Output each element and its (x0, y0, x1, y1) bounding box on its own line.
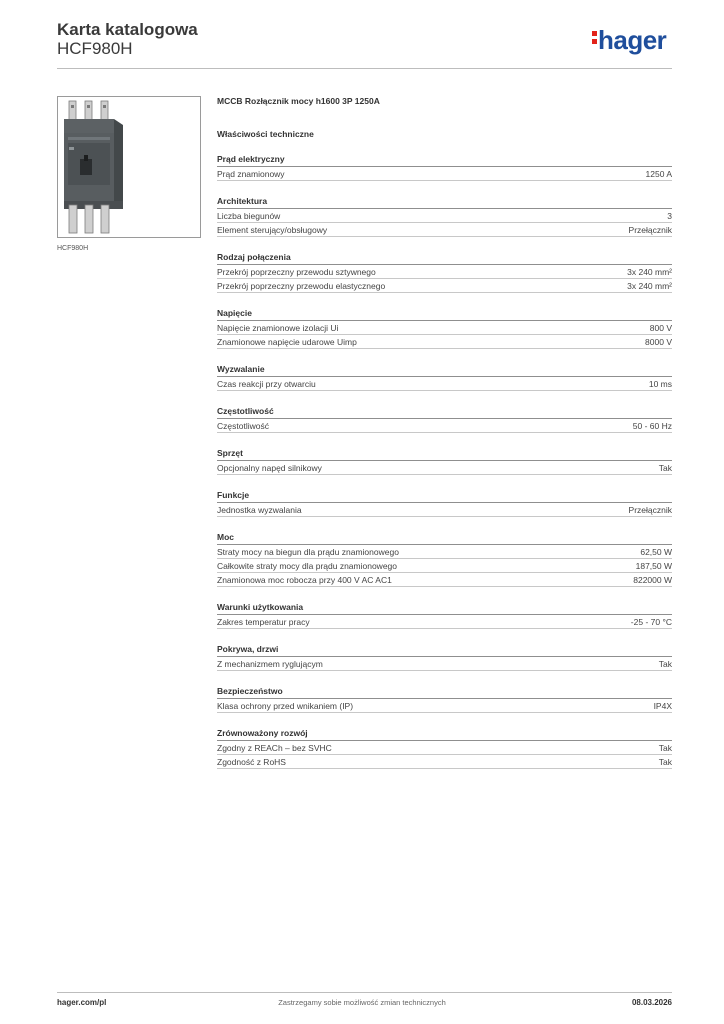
spec-label: Jednostka wyzwalania (217, 504, 302, 515)
spec-row (217, 279, 672, 293)
group-title: Funkcje (217, 490, 672, 503)
spec-label: Czas reakcji przy otwarciu (217, 378, 316, 389)
spec-label: Prąd znamionowy (217, 168, 285, 179)
group-title: Zrównoważony rozwój (217, 728, 672, 741)
spec-label: Klasa ochrony przed wnikaniem (IP) (217, 700, 354, 711)
footer-date: 08.03.2026 (631, 998, 672, 1007)
spec-value: 800 V (649, 322, 672, 333)
header-divider (57, 68, 672, 69)
spec-value: 10 ms (648, 378, 672, 389)
footer-divider (57, 992, 672, 993)
spec-value: 3 (667, 210, 672, 221)
spec-value: 822000 W (633, 574, 672, 585)
group-title: Napięcie (217, 308, 672, 321)
document-title: Karta katalogowa (57, 20, 198, 39)
product-image-caption: HCF980H (57, 245, 89, 252)
group-title: Warunki użytkowania (217, 602, 672, 615)
group-title: Prąd elektryczny (217, 154, 672, 167)
spec-label: Z mechanizmem ryglującym (217, 658, 323, 669)
spec-value: 3x 240 mm² (627, 280, 672, 291)
spec-row (217, 419, 672, 433)
spec-label: Straty mocy na biegun dla prądu znamionowego (217, 546, 399, 557)
spec-label: Zakres temperatur pracy (217, 616, 310, 627)
spec-value: 50 - 60 Hz (632, 420, 672, 431)
hager-logo[interactable] (592, 27, 666, 53)
spec-group-voltage (217, 308, 672, 349)
spec-row (217, 503, 672, 517)
spec-label: Liczba biegunów (217, 210, 281, 221)
group-title: Rodzaj połączenia (217, 252, 672, 265)
product-name: MCCB Rozłącznik mocy h1600 3P 1250A (217, 96, 380, 106)
spec-row (217, 167, 672, 181)
spec-group-operating-conditions (217, 602, 672, 629)
logo-dots-icon (592, 28, 597, 47)
product-code: HCF980H (57, 39, 133, 58)
spec-row (217, 559, 672, 573)
specifications (217, 96, 672, 769)
spec-row (217, 741, 672, 755)
spec-label: Znamionowa moc robocza przy 400 V AC AC1 (217, 574, 392, 585)
spec-group-frequency (217, 406, 672, 433)
spec-label: Element sterujący/obsługowy (217, 224, 328, 235)
spec-value: Przełącznik (628, 504, 672, 515)
spec-value: Tak (658, 462, 672, 473)
spec-group-connection (217, 252, 672, 293)
spec-row (217, 755, 672, 769)
spec-row (217, 265, 672, 279)
spec-group-sustainability (217, 728, 672, 769)
spec-value: Tak (658, 756, 672, 767)
spec-label: Częstotliwość (217, 420, 269, 431)
spec-row (217, 377, 672, 391)
spec-label: Napięcie znamionowe izolacji Ui (217, 322, 339, 333)
spec-row (217, 699, 672, 713)
spec-value: 8000 V (645, 336, 672, 347)
spec-value: IP4X (653, 700, 672, 711)
spec-value: 187,50 W (635, 560, 672, 571)
logo-text: hager (598, 25, 667, 55)
group-title: Wyzwalanie (217, 364, 672, 377)
spec-value: -25 - 70 °C (630, 616, 672, 627)
group-title: Pokrywa, drzwi (217, 644, 672, 657)
spec-label: Znamionowe napięcie udarowe Uimp (217, 336, 357, 347)
spec-row (217, 321, 672, 335)
spec-value: 1250 A (645, 168, 672, 179)
spec-row (217, 335, 672, 349)
group-title: Częstotliwość (217, 406, 672, 419)
spec-value: Przełącznik (628, 224, 672, 235)
spec-label: Zgodny z REACh – bez SVHC (217, 742, 332, 753)
spec-label: Przekrój poprzeczny przewodu sztywnego (217, 266, 376, 277)
footer-disclaimer: Zastrzegamy sobie możliwość zmian technicznych (278, 998, 446, 1007)
spec-group-functions (217, 490, 672, 517)
spec-label: Przekrój poprzeczny przewodu elastycznego (217, 280, 386, 291)
group-title: Moc (217, 532, 672, 545)
spec-row (217, 657, 672, 671)
spec-label: Całkowite straty mocy dla prądu znamionowego (217, 560, 398, 571)
spec-row (217, 545, 672, 559)
spec-group-current (217, 154, 672, 181)
spec-group-equipment (217, 448, 672, 475)
footer-website-link[interactable]: hager.com/pl (57, 998, 107, 1007)
group-title: Sprzęt (217, 448, 672, 461)
group-title: Architektura (217, 196, 672, 209)
spec-row (217, 573, 672, 587)
spec-label: Opcjonalny napęd silnikowy (217, 462, 322, 473)
section-title: Właściwości techniczne (217, 129, 314, 139)
spec-value: Tak (658, 658, 672, 669)
spec-value: Tak (658, 742, 672, 753)
spec-group-safety (217, 686, 672, 713)
spec-row (217, 209, 672, 223)
spec-value: 62,50 W (640, 546, 672, 557)
spec-group-power (217, 532, 672, 587)
spec-group-tripping (217, 364, 672, 391)
circuit-breaker-image (58, 97, 200, 237)
product-image (57, 96, 201, 238)
spec-value: 3x 240 mm² (627, 266, 672, 277)
spec-row (217, 223, 672, 237)
spec-label: Zgodność z RoHS (217, 756, 286, 767)
spec-group-cover-door (217, 644, 672, 671)
spec-group-architecture (217, 196, 672, 237)
spec-row (217, 461, 672, 475)
group-title: Bezpieczeństwo (217, 686, 672, 699)
spec-row (217, 615, 672, 629)
